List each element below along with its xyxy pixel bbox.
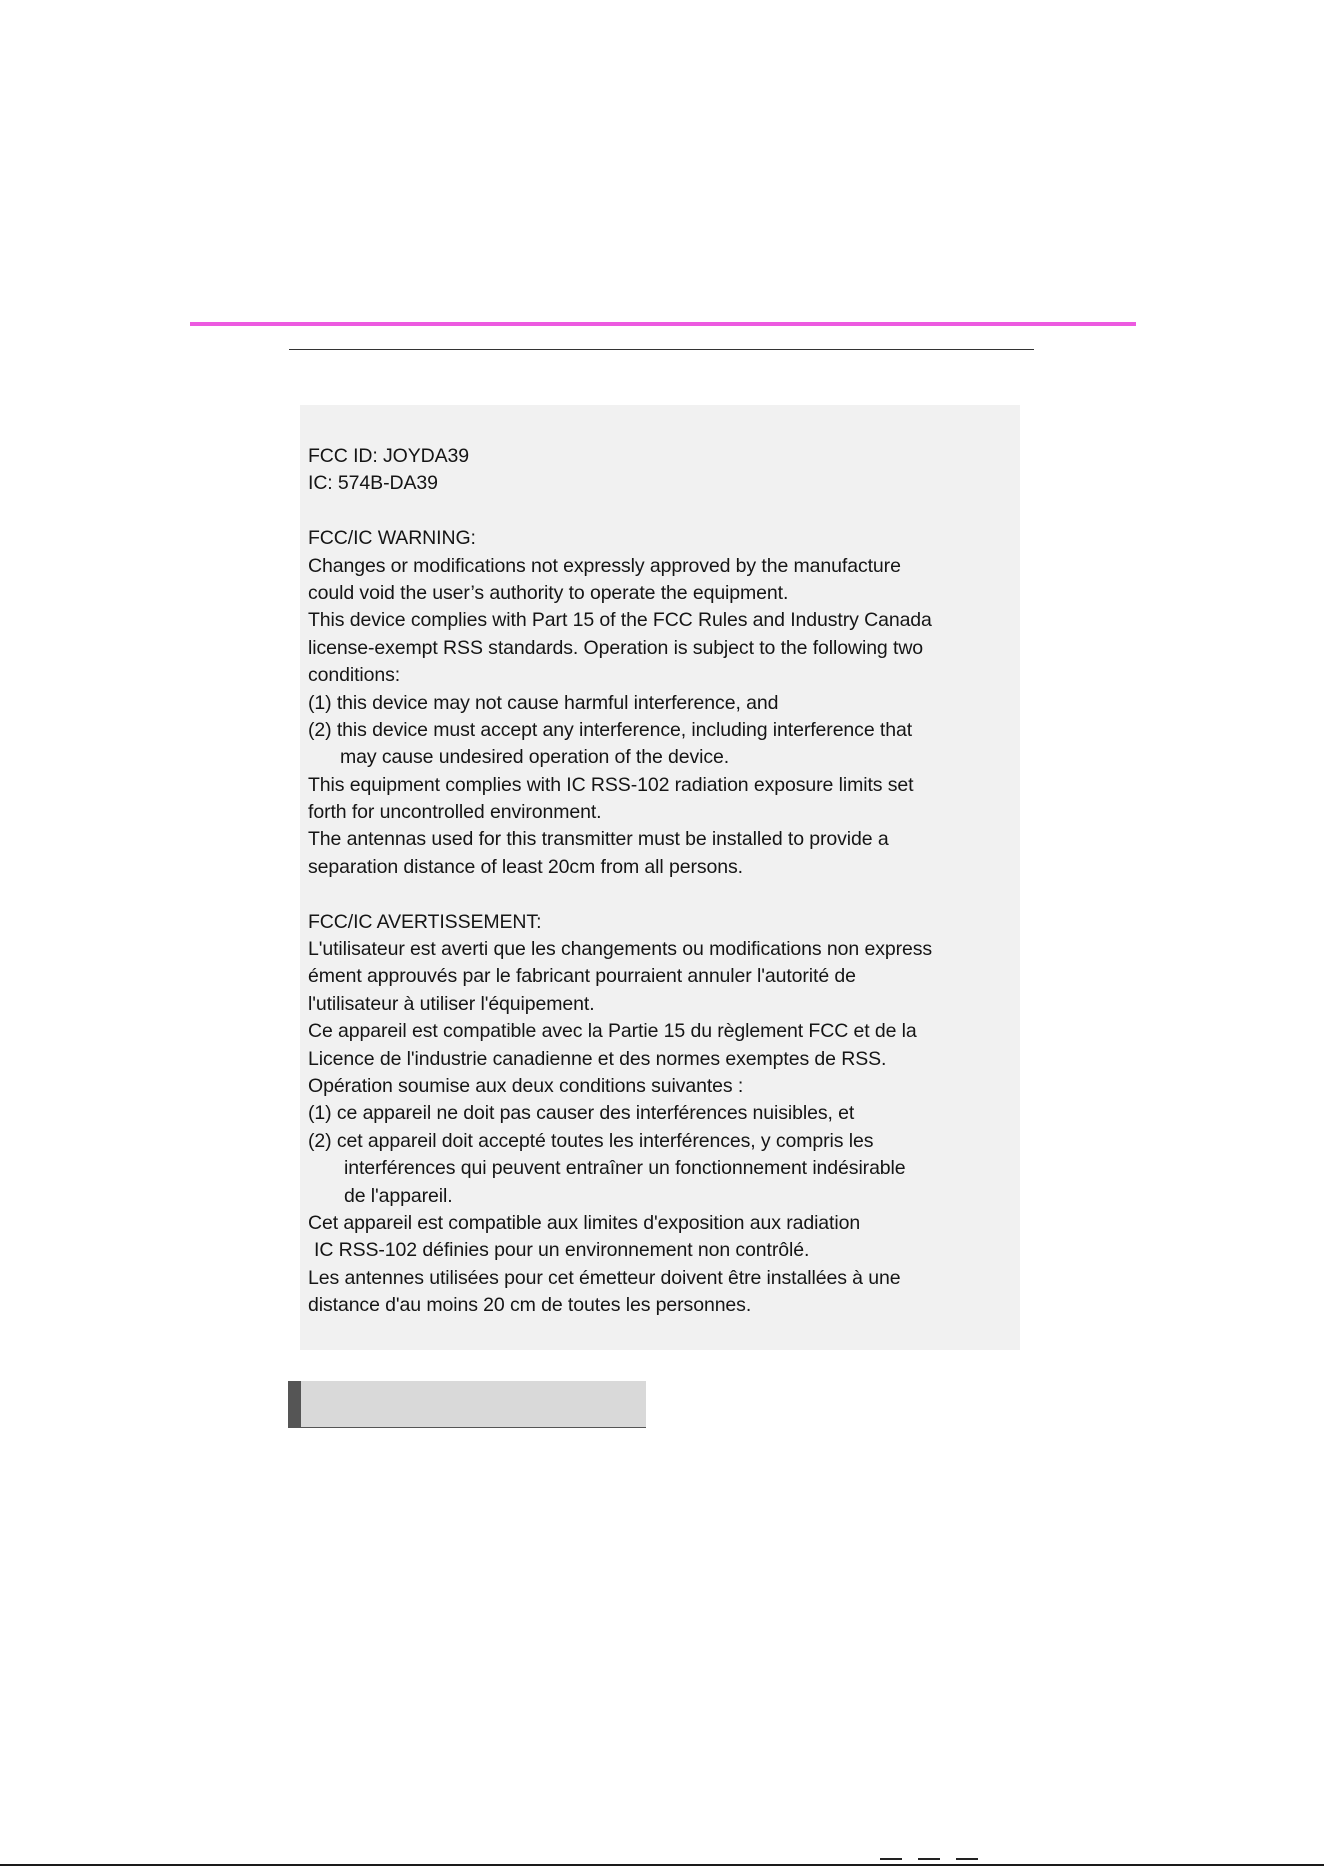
notice-line: Changes or modifications not expressly approved by the manufacture (308, 554, 901, 577)
notice-line: Cet appareil est compatible aux limites d'exposition aux radiation (308, 1211, 861, 1234)
notice-blank-line (308, 498, 1018, 525)
notice-line: separation distance of least 20cm from all persons. (308, 855, 743, 878)
notice-line: IC RSS-102 définies pour un environnement non contrôlé. (314, 1239, 810, 1262)
footer-mark (880, 1858, 902, 1866)
notice-line: interférences qui peuvent entraîner un fonctionnement indésirable (344, 1157, 906, 1180)
header-divider (289, 349, 1034, 350)
notice-line: L'utilisateur est averti que les changements ou modifications non express (308, 938, 933, 961)
notice-line: Les antennes utilisées pour cet émetteur doivent être installées à une (308, 1266, 901, 1289)
notice-line: (2) this device must accept any interference, including interference that (308, 718, 913, 741)
notice-line: This equipment complies with IC RSS-102 radiation exposure limits set (308, 773, 914, 796)
footer-mark (956, 1858, 978, 1866)
notice-line: The antennas used for this transmitter must be installed to provide a (308, 828, 889, 851)
notice-line: ément approuvés par le fabricant pourraient annuler l'autorité de (308, 965, 856, 988)
notice-line: distance d'au moins 20 cm de toutes les personnes. (308, 1294, 752, 1317)
notice-line: (2) cet appareil doit accepté toutes les interférences, y compris les (308, 1129, 874, 1152)
notice-line: Ce appareil est compatible avec la Partie 15 du règlement FCC et de la (308, 1020, 917, 1043)
section-heading-tab (288, 1381, 646, 1428)
notice-line: conditions: (308, 664, 401, 687)
notice-line: Licence de l'industrie canadienne et des normes exemptes de RSS. (308, 1047, 887, 1070)
notice-line: IC: 574B-DA39 (308, 472, 438, 495)
notice-line: could void the user’s authority to operate the equipment. (308, 581, 789, 604)
notice-line: FCC/IC AVERTISSEMENT: (308, 910, 542, 933)
header-accent-rule (190, 322, 1136, 326)
notice-line: may cause undesired operation of the device. (340, 746, 730, 769)
notice-line: forth for uncontrolled environment. (308, 801, 602, 824)
notice-line: l'utilisateur à utiliser l'équipement. (308, 992, 595, 1015)
notice-line: (1) ce appareil ne doit pas causer des interférences nuisibles, et (308, 1102, 855, 1125)
fcc-notice-text (308, 443, 1018, 1320)
notice-line: de l'appareil. (344, 1184, 453, 1207)
notice-line: FCC/IC WARNING: (308, 527, 476, 550)
notice-line: (1) this device may not cause harmful interference, and (308, 691, 779, 714)
footer-mark (918, 1858, 940, 1866)
notice-line: This device complies with Part 15 of the FCC Rules and Industry Canada (308, 609, 932, 632)
fcc-notice-scan (300, 405, 1020, 1350)
footer-marks (880, 1858, 978, 1872)
notice-line: Opération soumise aux deux conditions suivantes : (308, 1074, 744, 1097)
notice-line: FCC ID: JOYDA39 (308, 445, 470, 467)
notice-blank-line (308, 881, 1018, 908)
notice-line: license-exempt RSS standards. Operation is subject to the following two (308, 636, 924, 659)
footer-rule (0, 1864, 1324, 1866)
section-tab-marker (288, 1381, 301, 1427)
